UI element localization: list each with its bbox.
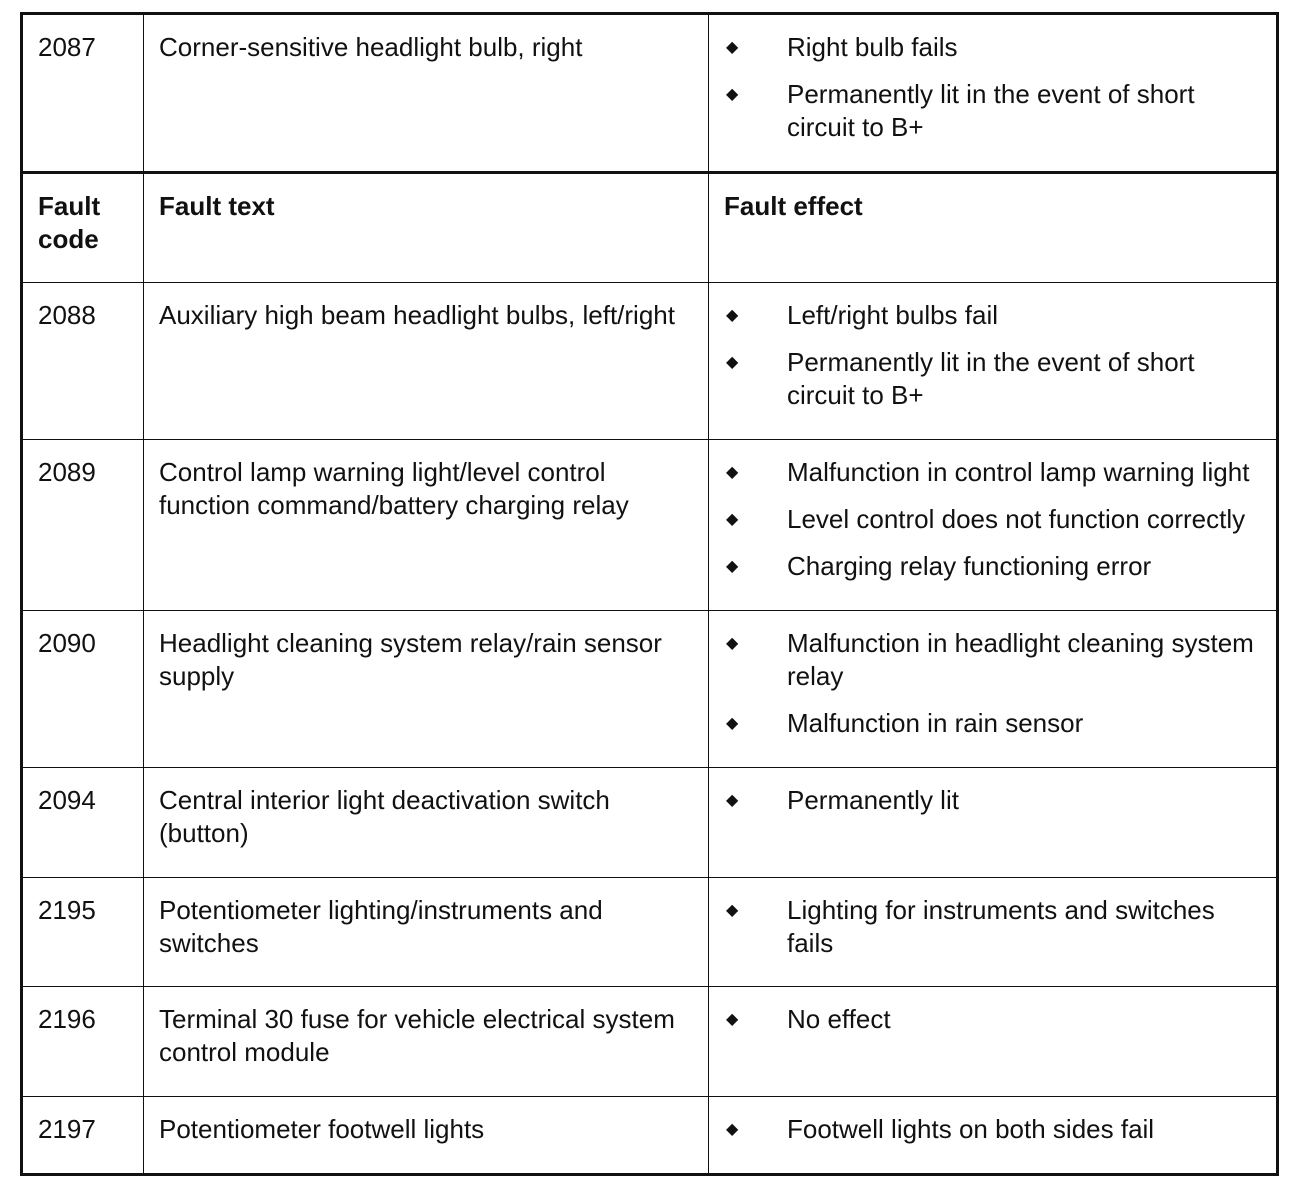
header-fault-text: Fault text xyxy=(144,173,709,283)
effect-text: Malfunction in headlight cleaning system relay xyxy=(787,628,1254,691)
fault-effect-cell xyxy=(709,1097,1278,1175)
table-row xyxy=(22,14,1278,173)
table-header-row xyxy=(22,173,1278,283)
diamond-bullet-icon: ◆ xyxy=(726,902,739,919)
fault-effect-cell xyxy=(709,440,1278,611)
fault-text-cell: Corner-sensitive headlight bulb, right xyxy=(144,14,709,173)
table-row xyxy=(22,440,1278,611)
diamond-bullet-icon: ◆ xyxy=(726,511,739,528)
fault-effect-cell xyxy=(709,611,1278,768)
header-fault-effect: Fault effect xyxy=(709,173,1278,283)
fault-code-cell: 2087 xyxy=(22,14,144,173)
effect-item xyxy=(709,346,1268,412)
effect-list xyxy=(709,894,1268,960)
effect-text: Permanently lit xyxy=(787,785,959,815)
fault-text-cell: Auxiliary high beam headlight bulbs, left/right xyxy=(144,283,709,440)
effect-item xyxy=(709,894,1268,960)
fault-code-cell: 2094 xyxy=(22,768,144,878)
fault-text-cell: Central interior light deactivation switch (button) xyxy=(144,768,709,878)
effect-list xyxy=(709,299,1268,412)
effect-item xyxy=(709,456,1268,489)
effect-item xyxy=(709,627,1268,693)
fault-code-cell: 2197 xyxy=(22,1097,144,1175)
effect-list xyxy=(709,31,1268,144)
fault-effect-cell xyxy=(709,987,1278,1097)
fault-text-cell: Control lamp warning light/level control function command/battery charging relay xyxy=(144,440,709,611)
fault-effect-cell xyxy=(709,878,1278,987)
diamond-bullet-icon: ◆ xyxy=(726,558,739,575)
effect-list xyxy=(709,456,1268,583)
effect-item xyxy=(709,784,1268,817)
fault-code-cell: 2089 xyxy=(22,440,144,611)
effect-text: Permanently lit in the event of short circuit to B+ xyxy=(787,79,1195,142)
fault-code-table xyxy=(20,12,1279,1176)
table-row xyxy=(22,878,1278,987)
effect-item xyxy=(709,299,1268,332)
effect-list xyxy=(709,627,1268,740)
diamond-bullet-icon: ◆ xyxy=(726,1121,739,1138)
table-row xyxy=(22,987,1278,1097)
effect-text: Right bulb fails xyxy=(787,32,958,62)
effect-list xyxy=(709,784,1268,817)
diamond-bullet-icon: ◆ xyxy=(726,464,739,481)
table-body xyxy=(22,14,1278,1175)
diamond-bullet-icon: ◆ xyxy=(726,39,739,56)
effect-text: Malfunction in control lamp warning light xyxy=(787,457,1250,487)
fault-effect-cell xyxy=(709,283,1278,440)
diamond-bullet-icon: ◆ xyxy=(726,86,739,103)
effect-text: Left/right bulbs fail xyxy=(787,300,999,330)
diamond-bullet-icon: ◆ xyxy=(726,1011,739,1028)
fault-text-cell: Potentiometer lighting/instruments and switches xyxy=(144,878,709,987)
fault-code-cell: 2088 xyxy=(22,283,144,440)
diamond-bullet-icon: ◆ xyxy=(726,715,739,732)
fault-effect-cell xyxy=(709,768,1278,878)
fault-code-cell: 2195 xyxy=(22,878,144,987)
effect-text: Footwell lights on both sides fail xyxy=(787,1114,1155,1144)
effect-text: Malfunction in rain sensor xyxy=(787,708,1084,738)
effect-list xyxy=(709,1003,1268,1036)
fault-code-cell: 2090 xyxy=(22,611,144,768)
effect-item xyxy=(709,707,1268,740)
fault-text-cell: Terminal 30 fuse for vehicle electrical system control module xyxy=(144,987,709,1097)
fault-effect-cell xyxy=(709,14,1278,173)
effect-text: No effect xyxy=(787,1004,891,1034)
effect-item xyxy=(709,1003,1268,1036)
diamond-bullet-icon: ◆ xyxy=(726,792,739,809)
effect-list xyxy=(709,1113,1268,1146)
fault-code-cell: 2196 xyxy=(22,987,144,1097)
effect-item xyxy=(709,550,1268,583)
effect-item xyxy=(709,78,1268,144)
table-row xyxy=(22,611,1278,768)
diamond-bullet-icon: ◆ xyxy=(726,635,739,652)
diamond-bullet-icon: ◆ xyxy=(726,354,739,371)
header-fault-code: Fault code xyxy=(22,173,144,283)
table-row xyxy=(22,283,1278,440)
fault-text-cell: Headlight cleaning system relay/rain sensor supply xyxy=(144,611,709,768)
fault-text-cell: Potentiometer footwell lights xyxy=(144,1097,709,1175)
diamond-bullet-icon: ◆ xyxy=(726,307,739,324)
effect-item xyxy=(709,1113,1268,1146)
table-row xyxy=(22,1097,1278,1175)
effect-text: Lighting for instruments and switches fails xyxy=(787,895,1215,958)
effect-text: Charging relay functioning error xyxy=(787,551,1152,581)
effect-item xyxy=(709,503,1268,536)
effect-text: Level control does not function correctly xyxy=(787,504,1246,534)
effect-text: Permanently lit in the event of short circuit to B+ xyxy=(787,347,1195,410)
effect-item xyxy=(709,31,1268,64)
table-row xyxy=(22,768,1278,878)
